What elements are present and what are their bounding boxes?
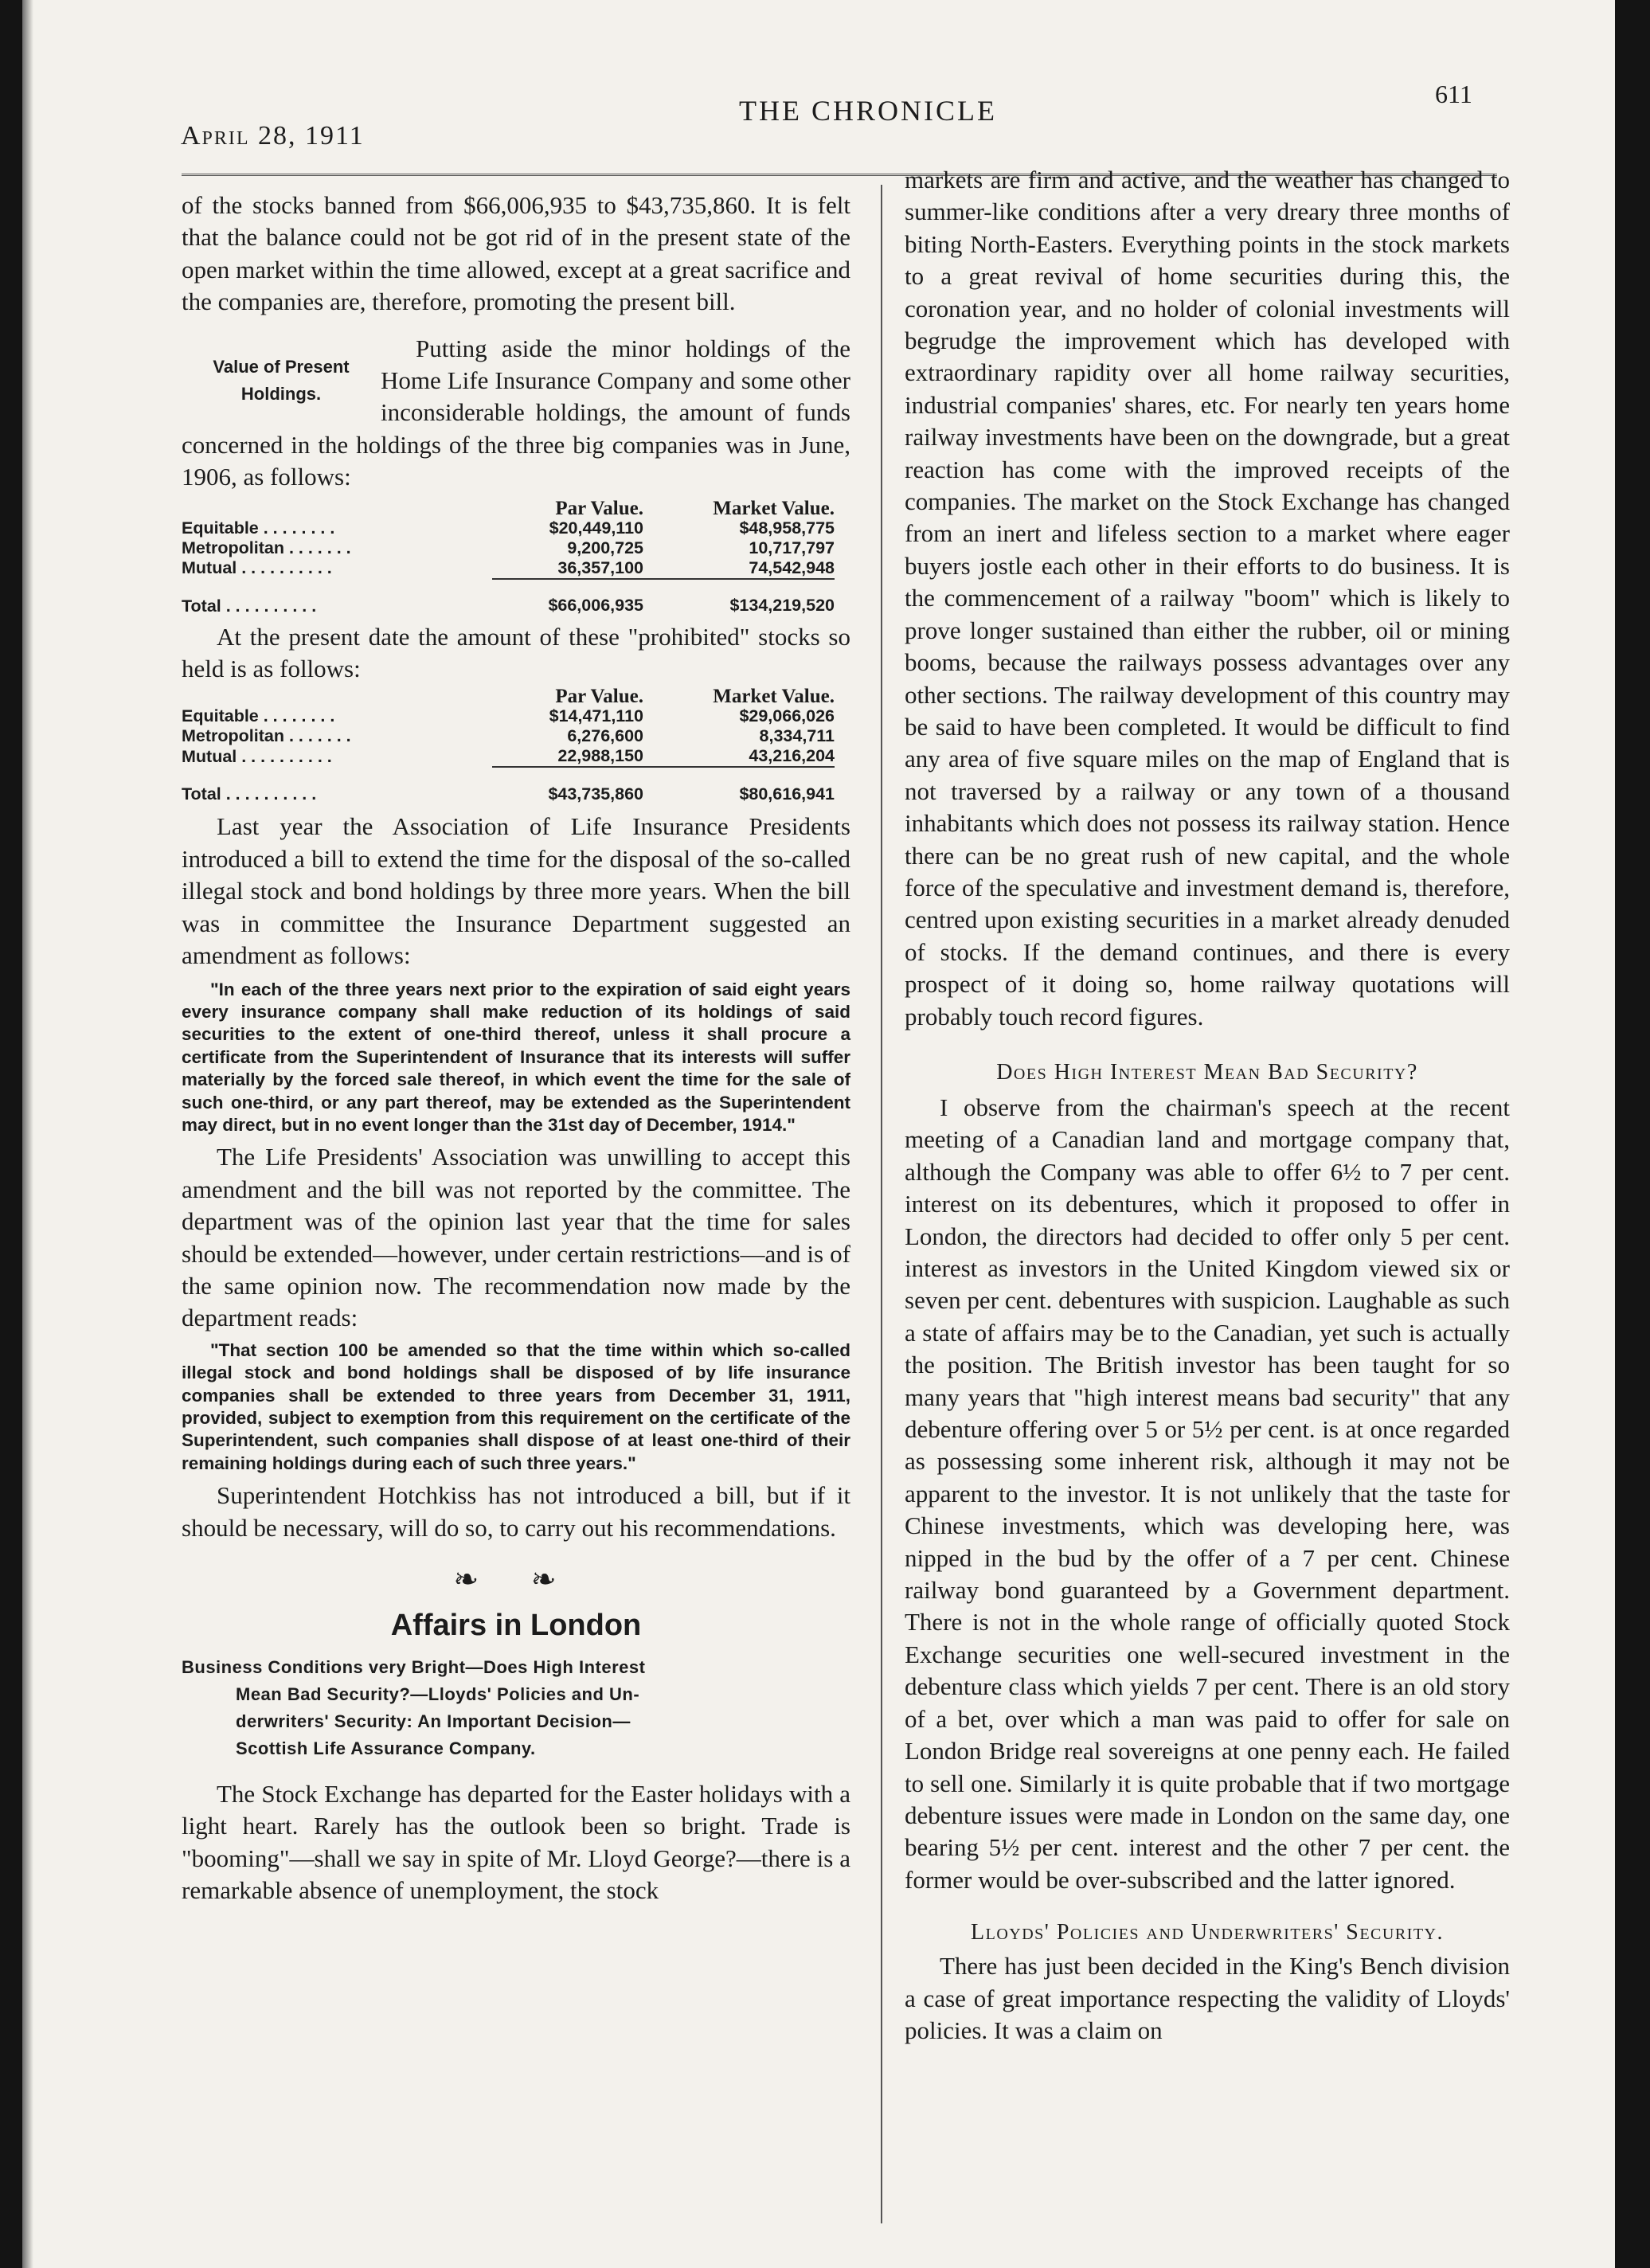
paragraph-life-presidents: The Life Presidents' Association was unwilling to accept this amendment and the bill was not reported by the committee. The department was of the opinion last year that the time for sales should be extended—however, under certain restrictions—and is of the same opinion now. The recommendation now made by the department reads:: [182, 1143, 850, 1332]
quote-recommendation: "That section 100 be amended so that the time within which so-called illegal stock and bond holdings shall be disposed of by life insurance companies shall be extended to three years from December 31, 1911, provided, subject to exemption from this requirement on the certificate of the Superintendent, such companies shall dispose of at least one-third of their remaining holdings during each of such three years.": [182, 1339, 850, 1473]
article-title-affairs-in-london: Affairs in London: [390, 1609, 642, 1643]
table-total-row: Total . . . . . . . . . . $43,735,860 $80,616,941: [182, 767, 835, 804]
column-header-par: Par Value.: [555, 686, 643, 708]
table-row: Equitable . . . . . . . . $20,449,110 $48,958,775: [182, 518, 835, 538]
table-row: Metropolitan . . . . . . . 9,200,725 10,717,797: [182, 538, 835, 557]
side-heading-value-holdings: Value of Present Holdings.: [213, 356, 350, 404]
paragraph-present-date: At the present date the amount of these "prohibited" stocks so held is as follows:: [182, 622, 850, 683]
paragraph-hotchkiss: Superintendent Hotchkiss has not introduced a bill, but if it should be necessary, will do so, to carry out his recommendations.: [182, 1481, 850, 1542]
issue-date: April 28, 1911: [181, 121, 365, 151]
page-number: 611: [1435, 80, 1472, 108]
publication-title: THE CHRONICLE: [739, 95, 997, 127]
column-divider: [881, 185, 882, 2223]
paragraph-putting-aside: Putting aside the minor holdings of the Home Life Insurance Company and some other inconsiderable holdings, the amount of funds concerned in the holdings of the three big companies was in June, 1906, as follows:: [182, 334, 850, 491]
column-header-market: Market Value.: [713, 497, 835, 519]
right-column: [905, 164, 1510, 2047]
table-row: Equitable . . . . . . . . $14,471,110 $29,066,026: [182, 706, 835, 726]
article-subheading: Business Conditions very Bright—Does High Interest Mean Bad Security?—Lloyds' Policies and Un- derwriters' Security: An Important Decision— Scottish Life Assurance Company.: [182, 1657, 646, 1759]
section-heading-lloyds: Lloyds' Policies and Underwriters' Security.: [971, 1920, 1444, 1945]
table-row: Metropolitan . . . . . . . 6,276,600 8,334,711: [182, 726, 835, 746]
quote-amendment: "In each of the three years next prior to the expiration of said eight years every insurance company shall make reduction of its holdings of said securities to the extent of one-third thereof, unless it shall procure a certificate from the Superintendent of Insurance that its interests will suffer materially by the forced sale thereof, in which event the time for the sale of such one-third, or any part thereof, may be extended as the Superintendent may direct, but in no event longer than the 31st day of December, 1914.": [182, 979, 850, 1135]
newspaper-page: [22, 0, 1615, 2268]
holdings-block: [182, 333, 850, 494]
table-header-row: [182, 499, 835, 518]
column-header-market: Market Value.: [713, 686, 835, 708]
table-row: Mutual . . . . . . . . . . 22,988,150 43,216,204: [182, 746, 835, 766]
paragraph-last-year: Last year the Association of Life Insurance Presidents introduced a bill to extend the time for the disposal of the so-called illegal stock and bond holdings by three more years. When the bill was in committee the Insurance Department suggested an amendment as follows:: [182, 812, 850, 970]
holdings-table-present: [182, 686, 835, 804]
table-row: Mutual . . . . . . . . . . 36,357,100 74,542,948: [182, 557, 835, 578]
paragraph-canadian-debentures: I observe from the chairman's speech at the recent meeting of a Canadian land and mortgage company that, although the Company was able to offer 6½ to 7 per cent. interest on its debentures, which it proposed to offer in London, the directors had decided to offer only 5 per cent. interest as investors in the United Kingdom viewed six or seven per cent. debentures with suspicion. Laughable as such a state of affairs may be to the Canadian, yet such is actually the position. The British investor has been taught for so many years that "high interest means bad security" that any debenture offering over 5 or 5½ per cent. is at once regarded as possessing some inherent risk, although it may not be apparent to the investor. It is not unlikely that the taste for Chinese investments, which was developing here, was nipped in the bud by the offer of a 7 per cent. Chinese railway bond guaranteed by a Government department. There is not in the whole range of officially quoted Stock Exchange securities one well-secured investment in the debenture class which yields 7 per cent. There is an old story of a bet, over which a man was paid to offer for sale on London Bridge real sovereigns at one penny each. He failed to sell one. Similarly it is quite probable that if two mortgage debenture issues were made in London on the same day, one bearing 5½ per cent. interest and the other 7 per cent. the former would be over-subscribed and the latter ignored.: [905, 1093, 1510, 1894]
paragraph-stock-exchange: The Stock Exchange has departed for the Easter holidays with a light heart. Rarely has the outlook been so bright. Trade is "booming"—shall we say in spite of Mr. Lloyd George?—there is a remarkable absence of unemployment, the stock: [182, 1780, 850, 1905]
ornament-divider: ❧ ❧: [453, 1563, 579, 1597]
paragraph-markets-firm: markets are firm and active, and the weather has changed to summer-like conditions after a very dreary three months of biting North-Easters. Everything points in the stock markets to a great revival of home securities during this, the coronation year, and no holder of colonial investments will begrudge the improvement which has developed with extraordinary rapidity over all home railway securities, industrial companies' shares, etc. For nearly ten years home railway investments have been on the downgrade, but a great reaction has come with the improved receipts of the companies. The market on the Stock Exchange has changed from an inert and lifeless section to a market where eager buyers jostle each other in their efforts to do business. It is the commencement of a railway "boom" which is likely to prove longer sustained than either the rubber, oil or mining booms, because the railways possess advantages over any other sections. The railway development of this country may be said to have been completed. It would be difficult to find any area of five square miles on the map of England that is not traversed by a railway or any town of a thousand inhabitants which does not possess its railway station. Hence there can be no great rush of new capital, and the whole force of the speculative and investment demand is, therefore, centred upon existing securities in a market already denuded of stocks. If the demand continues, and there is every prospect of it doing so, home railway quotations will probably touch record figures.: [905, 166, 1510, 1030]
paragraph-kings-bench: There has just been decided in the King's Bench division a case of great importance respecting the validity of Lloyds' policies. It was a claim on: [905, 1952, 1510, 2044]
paragraph-stocks-banned: of the stocks banned from $66,006,935 to $43,735,860. It is felt that the balance could not be got rid of in the present state of the open market within the time allowed, except at a great sacrifice and the companies are, therefore, promoting the present bill.: [182, 191, 850, 316]
column-header-par: Par Value.: [555, 497, 643, 519]
table-header-row: [182, 686, 835, 706]
section-heading-high-interest: Does High Interest Mean Bad Security?: [996, 1059, 1418, 1085]
table-total-row: Total . . . . . . . . . . $66,006,935 $134,219,520: [182, 579, 835, 616]
holdings-table-1906: [182, 499, 835, 616]
left-column: [182, 190, 850, 1907]
